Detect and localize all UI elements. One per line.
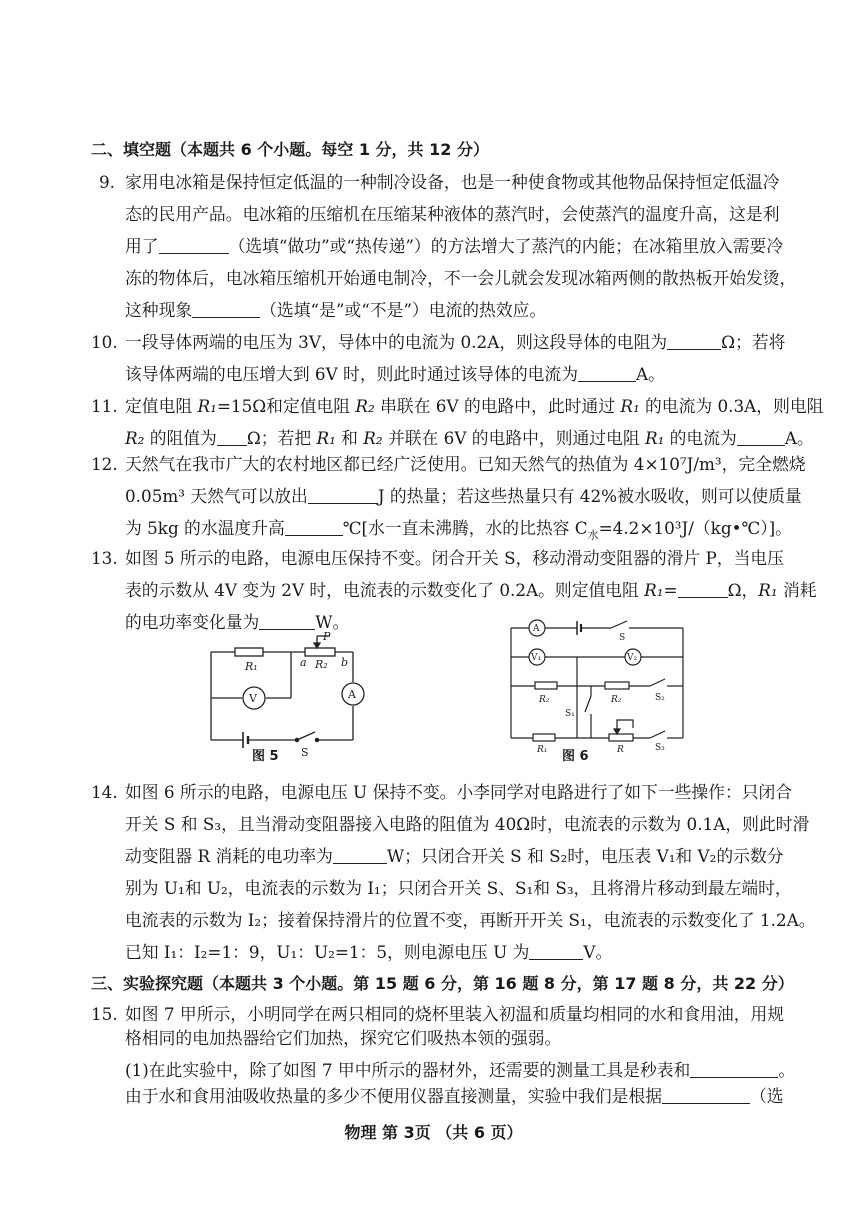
q14-text-6b: V。 <box>583 942 613 962</box>
fig6-r2-resistor-right <box>605 682 629 689</box>
q10-line-2 <box>125 363 665 385</box>
q11-line-1 <box>91 395 823 417</box>
q11-text-1d: 的电流为 0.3A，则电阻 <box>639 396 824 416</box>
q13-text-2b: = <box>663 580 678 600</box>
q14-line-1 <box>91 781 792 803</box>
q14-blank-1[interactable] <box>333 847 387 864</box>
q11-blank-1[interactable] <box>217 429 247 446</box>
figure-6-caption: 图 6 <box>562 749 589 764</box>
q15-line-1 <box>91 1003 784 1025</box>
q9-line-4: 冻的物体后，电冰箱压缩机开始通电制冷，不一会儿就会发现冰箱两侧的散热板开始发烫， <box>125 268 797 288</box>
q10-line-1 <box>91 331 785 353</box>
figure-5-caption: 图 5 <box>252 749 279 764</box>
q11-blank-2[interactable] <box>737 429 785 446</box>
fig6-label-v1: V₁ <box>531 653 542 663</box>
fig5-slider-arrow <box>314 643 320 648</box>
fig6-slider-arrow <box>614 729 620 734</box>
q13-text-2d: 消耗 <box>777 580 817 600</box>
fig5-r1-resistor <box>235 648 263 656</box>
q13-blank-1[interactable] <box>678 581 728 598</box>
q9-text-1: 家用电冰箱是保持恒定低温的一种制冷设备，也是一种使食物或其他物品保持恒定低温冷 <box>125 172 780 192</box>
fig6-switch-s <box>611 621 627 628</box>
q12-water-subscript: 水 <box>587 528 599 542</box>
q15-line-3 <box>125 1059 795 1081</box>
q14-line-4: 别为 U₁和 U₂，电流表的示数为 I₁；只闭合开关 S、S₁和 S₃，且将滑片移动到最左端时， <box>125 878 792 898</box>
q14-text-6a: 已知 I₁：I₂=1：9，U₁：U₂=1：5，则电源电压 U 为 <box>125 942 530 962</box>
q14-blank-2[interactable] <box>529 943 583 960</box>
q14-line-3 <box>125 845 784 867</box>
q12-text-1: 天然气在我市广大的农村地区都已经广泛使用。已知天然气的热值为 4×10⁷J/m³，完全燃烧 <box>125 454 806 474</box>
fig5-switch <box>297 732 315 740</box>
fig5-label-a: a <box>300 656 307 669</box>
q11-r1-symbol-2: R₁ <box>620 396 640 416</box>
q15-blank-2[interactable] <box>662 1087 750 1104</box>
q9-blank-1[interactable] <box>159 237 229 254</box>
q13-r1-symbol-2: R₁ <box>758 580 778 600</box>
q9-line-3 <box>125 235 783 257</box>
fig5-label-s: S <box>301 746 309 759</box>
q11-r2-symbol-3: R₂ <box>363 428 383 448</box>
section-3-title: 三、实验探究题（本题共 3 个小题。第 15 题 6 分，第 16 题 8 分，第 17 题 8 分，共 22 分） <box>91 974 794 993</box>
q11-text-1c: 串联在 6V 的电路中，此时通过 <box>374 396 621 416</box>
q14-number: 14. <box>91 782 118 802</box>
q15-text-1: 如图 7 甲所示，小明同学在两只相同的烧杯里装入初温和质量均相同的水和食用油，用规 <box>125 1004 785 1024</box>
q15-line-4 <box>125 1085 784 1107</box>
q15-text-4a: 由于水和食用油吸收热量的多少不便用仪器直接测量，实验中我们是根据 <box>125 1086 663 1106</box>
q13-text-2a: 表的示数从 4V 变为 2V 时，电流表的示数变化了 0.2A。则定值电阻 <box>125 580 645 600</box>
fig6-label-s2: S₂ <box>655 693 665 703</box>
q15-text-4b: （选 <box>750 1086 784 1106</box>
q15-line-2: 格相同的电加热器给它们加热，探究它们吸热本领的强弱。 <box>125 1028 562 1048</box>
q15-text-3b: 。 <box>778 1060 796 1080</box>
q9-text-5a: 这种现象 <box>125 300 193 320</box>
q11-text-2b: Ω；若把 <box>246 428 317 448</box>
q12-line-1 <box>91 453 806 475</box>
q13-text-3b: W。 <box>315 612 350 632</box>
q9-number: 9. <box>99 172 116 192</box>
q14-text-3a: 动变阻器 R 消耗的电功率为 <box>125 846 333 866</box>
q13-blank-2[interactable] <box>259 613 315 630</box>
q11-number: 11. <box>91 396 118 416</box>
q15-number: 15. <box>91 1004 118 1024</box>
q14-text-3b: W；只闭合开关 S 和 S₂时，电压表 V₁和 V₂的示数分 <box>386 846 784 866</box>
q11-line-2 <box>125 427 814 449</box>
q13-text-2c: Ω， <box>727 580 759 600</box>
q15-text-3a: (1)在此实验中，除了如图 7 甲中所示的器材外，还需要的测量工具是秒表和 <box>125 1060 691 1080</box>
fig6-switch-s1 <box>585 696 591 712</box>
q9-text-5b: （选填“是”或“不是”）电流的热效应。 <box>260 300 547 320</box>
q9-line-1 <box>99 171 779 193</box>
fig6-rheostat <box>609 734 633 741</box>
q11-r2-symbol: R₂ <box>355 396 375 416</box>
q12-text-2a: 0.05m³ 天然气可以放出 <box>125 486 308 506</box>
q10-number: 10. <box>91 332 118 352</box>
fig6-label-r: R <box>617 745 624 755</box>
q14-text-1: 如图 6 所示的电路，电源电压 U 保持不变。小李同学对电路进行了如下一些操作：只闭合 <box>125 782 793 802</box>
q9-text-3a: 用了 <box>125 236 159 256</box>
q11-text-1a: 定值电阻 <box>125 396 198 416</box>
q14-line-2: 开关 S 和 S₃，且当滑动变阻器接入电路的阻值为 40Ω时，电流表的示数为 0.1A，则此时滑 <box>125 814 810 834</box>
q11-r1-symbol-4: R₁ <box>644 428 665 448</box>
q13-number: 13. <box>91 548 118 568</box>
fig6-label-r1: R₁ <box>537 745 548 755</box>
q11-text-1b: =15Ω和定值电阻 <box>216 396 356 416</box>
q10-blank-2[interactable] <box>578 365 636 382</box>
q13-line-2 <box>125 579 817 601</box>
q12-line-3 <box>125 517 792 542</box>
q13-text-3a: 的电功率变化量为 <box>125 612 260 632</box>
q11-text-2a: 的阻值为 <box>144 428 217 448</box>
q12-text-3a: 为 5kg 的水温度升高 <box>125 518 285 538</box>
fig6-switch-s2 <box>650 679 665 686</box>
q10-text-1b: Ω；若将 <box>721 332 786 352</box>
fig5-label-v: V <box>249 692 257 705</box>
q10-blank-1[interactable] <box>667 333 721 350</box>
fig5-label-b: b <box>341 656 349 669</box>
fig6-label-r2-right: R₂ <box>611 695 622 705</box>
q9-blank-2[interactable] <box>192 301 260 318</box>
fig5-label-ammeter: A <box>348 688 356 701</box>
fig5-label-r1: R₁ <box>245 660 258 673</box>
q12-line-2 <box>125 485 802 507</box>
q13-r1-symbol: R₁ <box>644 580 664 600</box>
q12-text-3b: ℃[水一直未沸腾，水的比热容 C <box>342 518 588 538</box>
fig6-label-s: S <box>619 633 626 643</box>
q11-r1-symbol-3: R₁ <box>316 428 336 448</box>
q9-line-5 <box>125 299 546 321</box>
q11-r2-symbol-2: R₂ <box>125 428 145 448</box>
q10-text-2a: 该导体两端的电压增大到 6V 时，则此时通过该导体的电流为 <box>125 364 578 384</box>
q11-text-2e: 的电流为 <box>664 428 737 448</box>
q15-blank-1[interactable] <box>690 1061 778 1078</box>
q11-r1-symbol: R₁ <box>197 396 217 416</box>
q11-text-2f: A。 <box>784 428 814 448</box>
q9-text-3b: （选填“做功”或“热传递”）的方法增大了蒸汽的内能；在冰箱里放入需要冷 <box>228 236 784 256</box>
q14-line-5: 电流表的示数为 I₂；接着保持滑片的位置不变，再断开开关 S₁，电流表的示数变化了 1.2A。 <box>125 910 816 930</box>
fig6-label-r2-left: R₂ <box>539 695 550 705</box>
q12-text-2b: J 的热量；若这些热量只有 42%被水吸收，则可以使质量 <box>377 486 802 506</box>
fig6-label-ammeter: A <box>533 624 540 634</box>
q12-number: 12. <box>91 454 118 474</box>
q11-text-2d: 并联在 6V 的电路中，则通过电阻 <box>382 428 645 448</box>
fig6-r1-resistor <box>533 734 555 741</box>
fig6-r2-resistor-left <box>535 682 557 689</box>
figure-5 <box>205 630 375 769</box>
q10-text-2b: A。 <box>636 364 665 384</box>
q13-line-1 <box>91 547 784 569</box>
fig5-label-r2: R₂ <box>315 658 328 671</box>
q9-line-2: 态的民用产品。电冰箱的压缩机在压缩某种液体的蒸汽时，会使蒸汽的温度升高，这是利 <box>125 204 780 224</box>
page-footer: 物理 第 3页 （共 6 页） <box>344 1123 523 1142</box>
q12-blank-1[interactable] <box>308 487 378 504</box>
fig5-label-p: P <box>323 630 331 643</box>
fig5-r2-rheostat <box>305 648 335 656</box>
section-2-title: 二、填空题（本题共 6 个小题。每空 1 分，共 12 分） <box>91 140 489 159</box>
q11-text-2c: 和 <box>335 428 364 448</box>
figure-6 <box>505 616 690 765</box>
q10-text-1a: 一段导体两端的电压为 3V，导体中的电流为 0.2A，则这段导体的电阻为 <box>125 332 668 352</box>
q12-blank-2[interactable] <box>285 519 343 536</box>
fig6-label-v2: V₂ <box>627 653 638 663</box>
fig6-label-s3: S₃ <box>655 743 665 753</box>
q14-line-6 <box>125 941 612 963</box>
q12-text-3d: =4.2×10³J/（kg•℃）]。 <box>598 518 792 538</box>
q13-text-1: 如图 5 所示的电路，电源电压保持不变。闭合开关 S，移动滑动变阻器的滑片 P，当电压 <box>125 548 784 568</box>
fig6-label-s1: S₁ <box>565 709 575 719</box>
fig6-switch-s3 <box>650 731 665 738</box>
